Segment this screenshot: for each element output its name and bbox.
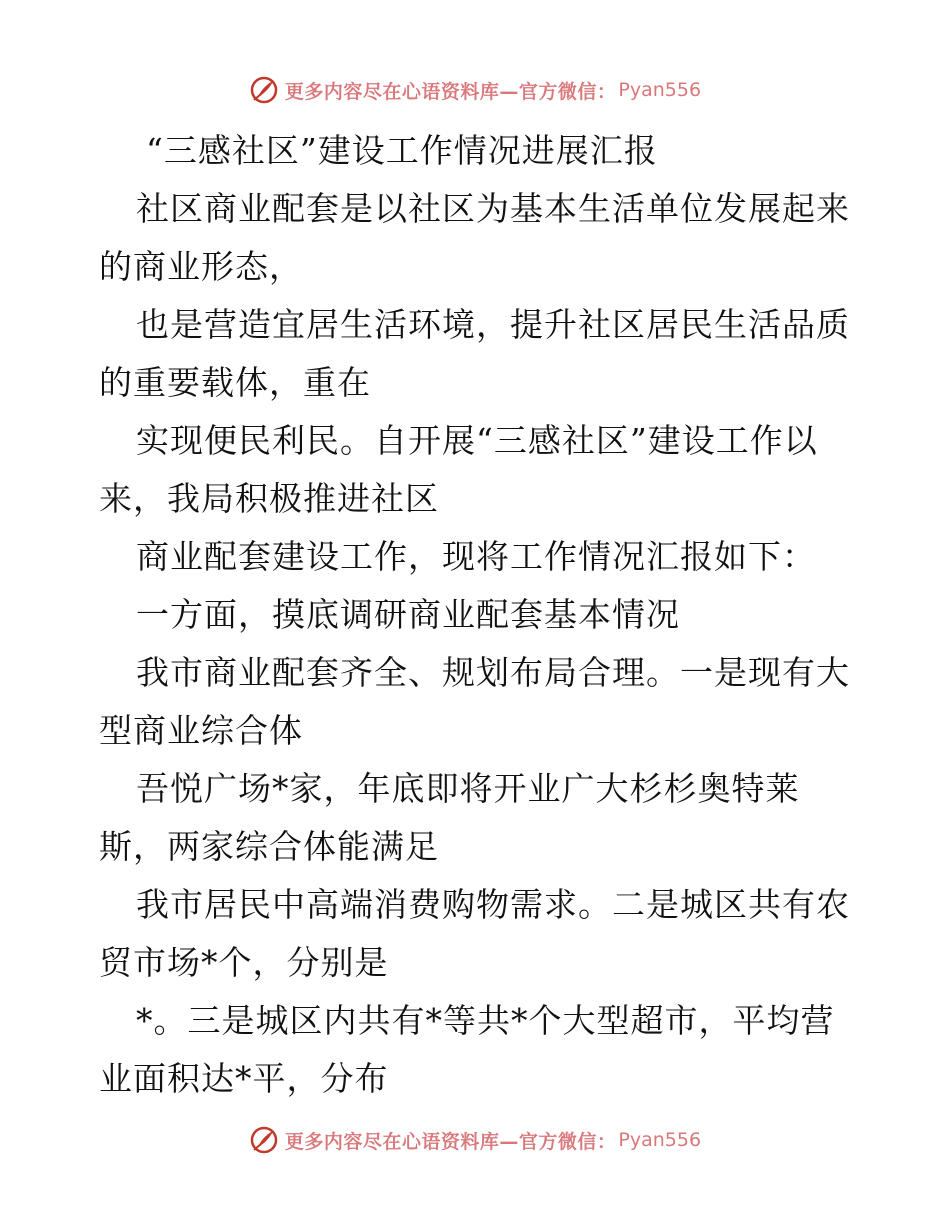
text-line: 我市商业配套齐全、规划布局合理。一是现有大 (136, 653, 850, 692)
text-line: 来，我局积极推进社区 (99, 479, 439, 518)
watermark-text: 更多内容尽在心语资料库—官方微信： (284, 1130, 617, 1153)
feather-pen-logo-icon (249, 1125, 279, 1155)
section-heading: 一方面，摸底调研商业配套基本情况 (136, 595, 680, 634)
text-line: 的商业形态， (99, 247, 303, 286)
text-line: 的重要载体，重在 (99, 363, 371, 402)
watermark-text: 更多内容尽在心语资料库—官方微信： (284, 80, 617, 103)
document-body (99, 122, 859, 1108)
text-line: 斯，两家综合体能满足 (99, 827, 439, 866)
text-line: 业面积达*平，分布 (99, 1059, 389, 1098)
text-line: 型商业综合体 (99, 711, 303, 750)
text-line: 我市居民中高端消费购物需求。二是城区共有农 (136, 885, 850, 924)
text-line: 社区商业配套是以社区为基本生活单位发展起来 (136, 189, 850, 228)
header-watermark (0, 70, 950, 110)
text-line: 实现便民利民。自开展“三感社区”建设工作以 (136, 421, 818, 460)
text-line: 也是营造宜居生活环境，提升社区居民生活品质 (136, 305, 850, 344)
text-line: 商业配套建设工作，现将工作情况汇报如下： (136, 537, 816, 576)
feather-pen-logo-icon (249, 75, 279, 105)
watermark-contact: Pyan556 (618, 1129, 702, 1151)
document-title: “三感社区”建设工作情况进展汇报 (146, 131, 658, 170)
text-line: *。三是城区内共有*等共*个大型超市，平均营 (136, 1001, 835, 1040)
text-line: 吾悦广场*家，年底即将开业广大杉杉奥特莱 (136, 769, 800, 808)
footer-watermark (0, 1120, 950, 1160)
watermark-contact: Pyan556 (618, 79, 702, 101)
text-line: 贸市场*个，分别是 (99, 943, 389, 982)
